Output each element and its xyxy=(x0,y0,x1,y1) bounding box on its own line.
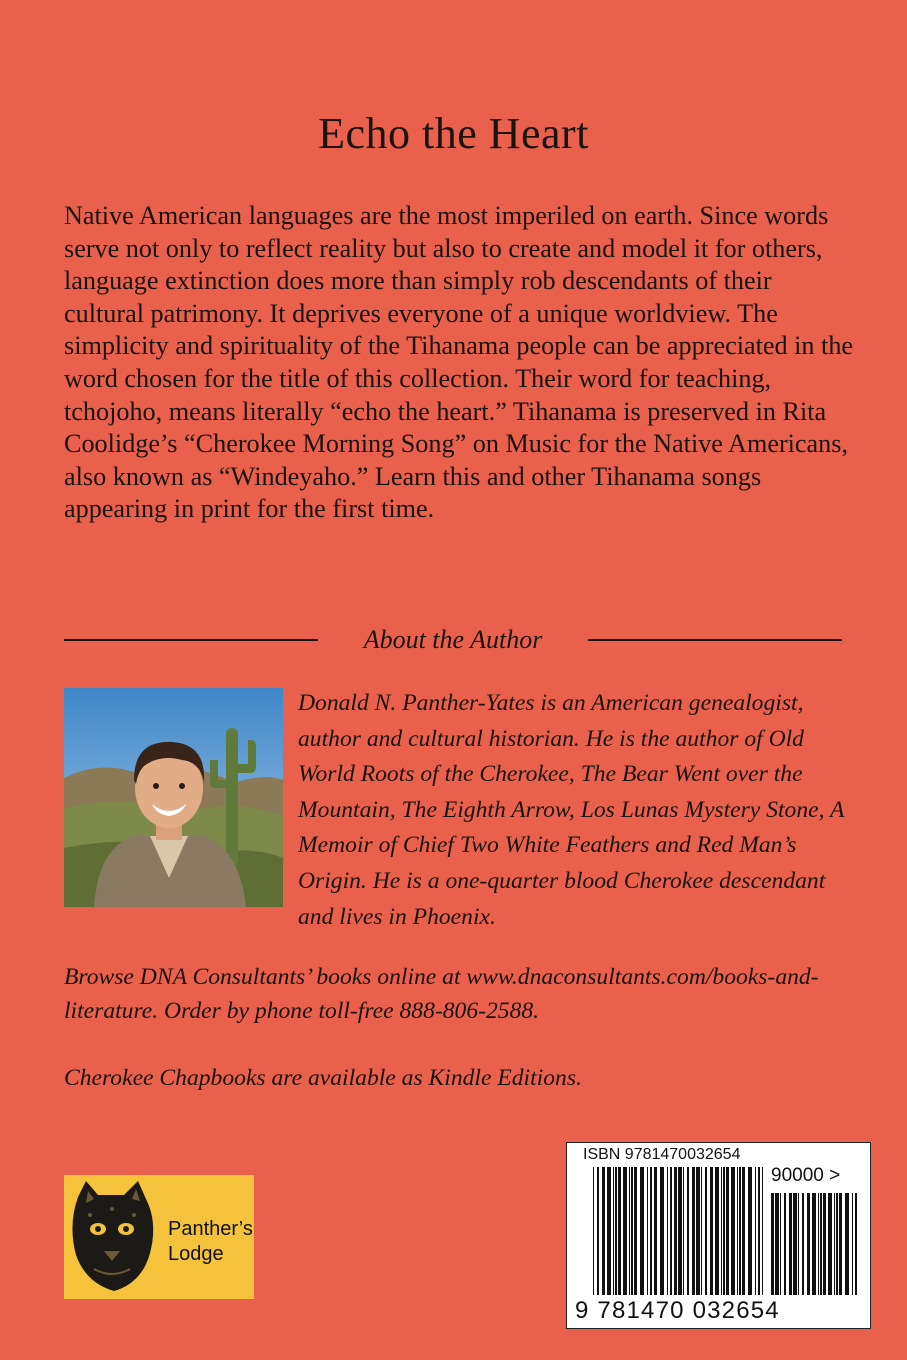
barcode-bar xyxy=(780,1193,781,1295)
barcode-bar xyxy=(834,1193,835,1295)
barcode-bar xyxy=(748,1167,752,1295)
barcode-bar xyxy=(615,1167,617,1295)
barcode-bar xyxy=(775,1193,779,1295)
barcode-bar xyxy=(674,1167,677,1295)
barcode-bar xyxy=(607,1167,611,1295)
barcode-bar xyxy=(647,1167,648,1295)
price-code: 90000 > xyxy=(771,1165,841,1186)
barcode-bar xyxy=(802,1193,804,1295)
browse-info: Browse DNA Consultants’ books online at www.dnaconsultants.com/books-and-literature. Order by phone toll-free 888-806-2588. xyxy=(64,964,819,1024)
publisher-name xyxy=(168,1217,253,1267)
barcode-bar xyxy=(789,1193,792,1295)
barcode-bar xyxy=(670,1167,672,1295)
barcode-bar xyxy=(634,1167,637,1295)
barcode-bar xyxy=(793,1193,797,1295)
barcode-bar xyxy=(701,1167,702,1295)
page-title: Echo the Heart xyxy=(318,109,589,158)
barcode-bar xyxy=(692,1167,695,1295)
barcode-bar xyxy=(613,1167,614,1295)
barcode-bar xyxy=(660,1167,664,1295)
barcode-bar xyxy=(823,1193,826,1295)
panther-head-icon xyxy=(64,1175,164,1299)
divider-rule-right xyxy=(588,639,842,641)
barcode-bar xyxy=(784,1193,786,1295)
barcode-bar xyxy=(654,1167,657,1295)
barcode-bar xyxy=(667,1167,668,1295)
barcode-bar xyxy=(771,1193,774,1295)
barcode-bar xyxy=(602,1167,605,1295)
barcode-bar xyxy=(807,1193,810,1295)
publisher-logo xyxy=(64,1175,254,1299)
barcode-bar xyxy=(726,1167,729,1295)
isbn-barcode xyxy=(566,1142,871,1329)
barcode-bar xyxy=(705,1167,707,1295)
barcode-bar xyxy=(855,1193,857,1295)
barcode-bar xyxy=(762,1167,763,1295)
barcode-bar xyxy=(836,1193,838,1295)
barcode-bar xyxy=(798,1193,799,1295)
barcode-bar xyxy=(597,1167,599,1295)
barcode-bar xyxy=(687,1167,689,1295)
barcode-bar xyxy=(839,1193,842,1295)
barcode-bar xyxy=(715,1167,719,1295)
author-bio: Donald N. Panther-Yates is an American genealogist, author and cultural historian. He is the author of Old World Roots of the Cherokee, The Bear Went over the Mountain, The Eighth Arrow, Los Lunas Mystery Stone, A Memoir of Chief Two White Feathers and Red Man’s Origin. He is a one-quarter blood Cherokee descendant and lives in Phoenix. xyxy=(298,690,844,930)
barcode-bar xyxy=(640,1167,644,1295)
barcode-bar xyxy=(723,1167,725,1295)
about-author-heading: About the Author xyxy=(363,625,543,654)
barcode-bar xyxy=(852,1193,853,1295)
isbn-label: ISBN 9781470032654 xyxy=(583,1146,741,1163)
barcode-bar xyxy=(618,1167,621,1295)
author-photo xyxy=(64,688,283,907)
barcode-bar xyxy=(650,1167,652,1295)
barcode-bar xyxy=(731,1167,735,1295)
barcode-bar xyxy=(742,1167,745,1295)
publisher-name-line2: Lodge xyxy=(168,1243,224,1265)
barcode-bar xyxy=(828,1193,832,1295)
barcode-bar xyxy=(820,1193,822,1295)
barcode-bar xyxy=(631,1167,633,1295)
barcode-bar xyxy=(758,1167,760,1295)
barcode-bar xyxy=(845,1193,849,1295)
barcode-digits: 9 781470 032654 xyxy=(575,1297,780,1324)
barcode-bar xyxy=(629,1167,630,1295)
barcode-bar xyxy=(593,1167,594,1295)
barcode-bar xyxy=(696,1167,700,1295)
barcode-bar xyxy=(721,1167,722,1295)
barcode-bar xyxy=(683,1167,684,1295)
kindle-note: Cherokee Chapbooks are available as Kindle Editions. xyxy=(64,1065,582,1091)
barcode-bar xyxy=(812,1193,816,1295)
barcode-bar xyxy=(678,1167,682,1295)
book-blurb: Native American languages are the most imperiled on earth. Since words serve not only to reflect reality but also to create and model it for others, language extinction does more than simply rob descendants of their cultural patrimony. It deprives everyone of a unique worldview. The simplicity and spirituality of the Tihanama people can be appreciated in the word chosen for the title of this collection. Their word for teaching, tchojoho, means literally “echo the heart.” Tihanama is preserved in Rita Coolidge’s “Cherokee Morning Song” on Music for the Native Americans, also known as “Windeyaho.” Learn this and other Tihanama songs appearing in print for the first time. xyxy=(64,201,854,524)
barcode-bar xyxy=(739,1167,741,1295)
divider-rule-left xyxy=(64,639,318,641)
barcode-bar xyxy=(710,1167,713,1295)
about-author-divider xyxy=(64,620,842,660)
barcode-bar xyxy=(755,1167,756,1295)
barcode-bar xyxy=(737,1167,738,1295)
publisher-name-line1: Panther’s xyxy=(168,1218,253,1240)
barcode-bar xyxy=(623,1167,627,1295)
barcode-bar xyxy=(818,1193,819,1295)
